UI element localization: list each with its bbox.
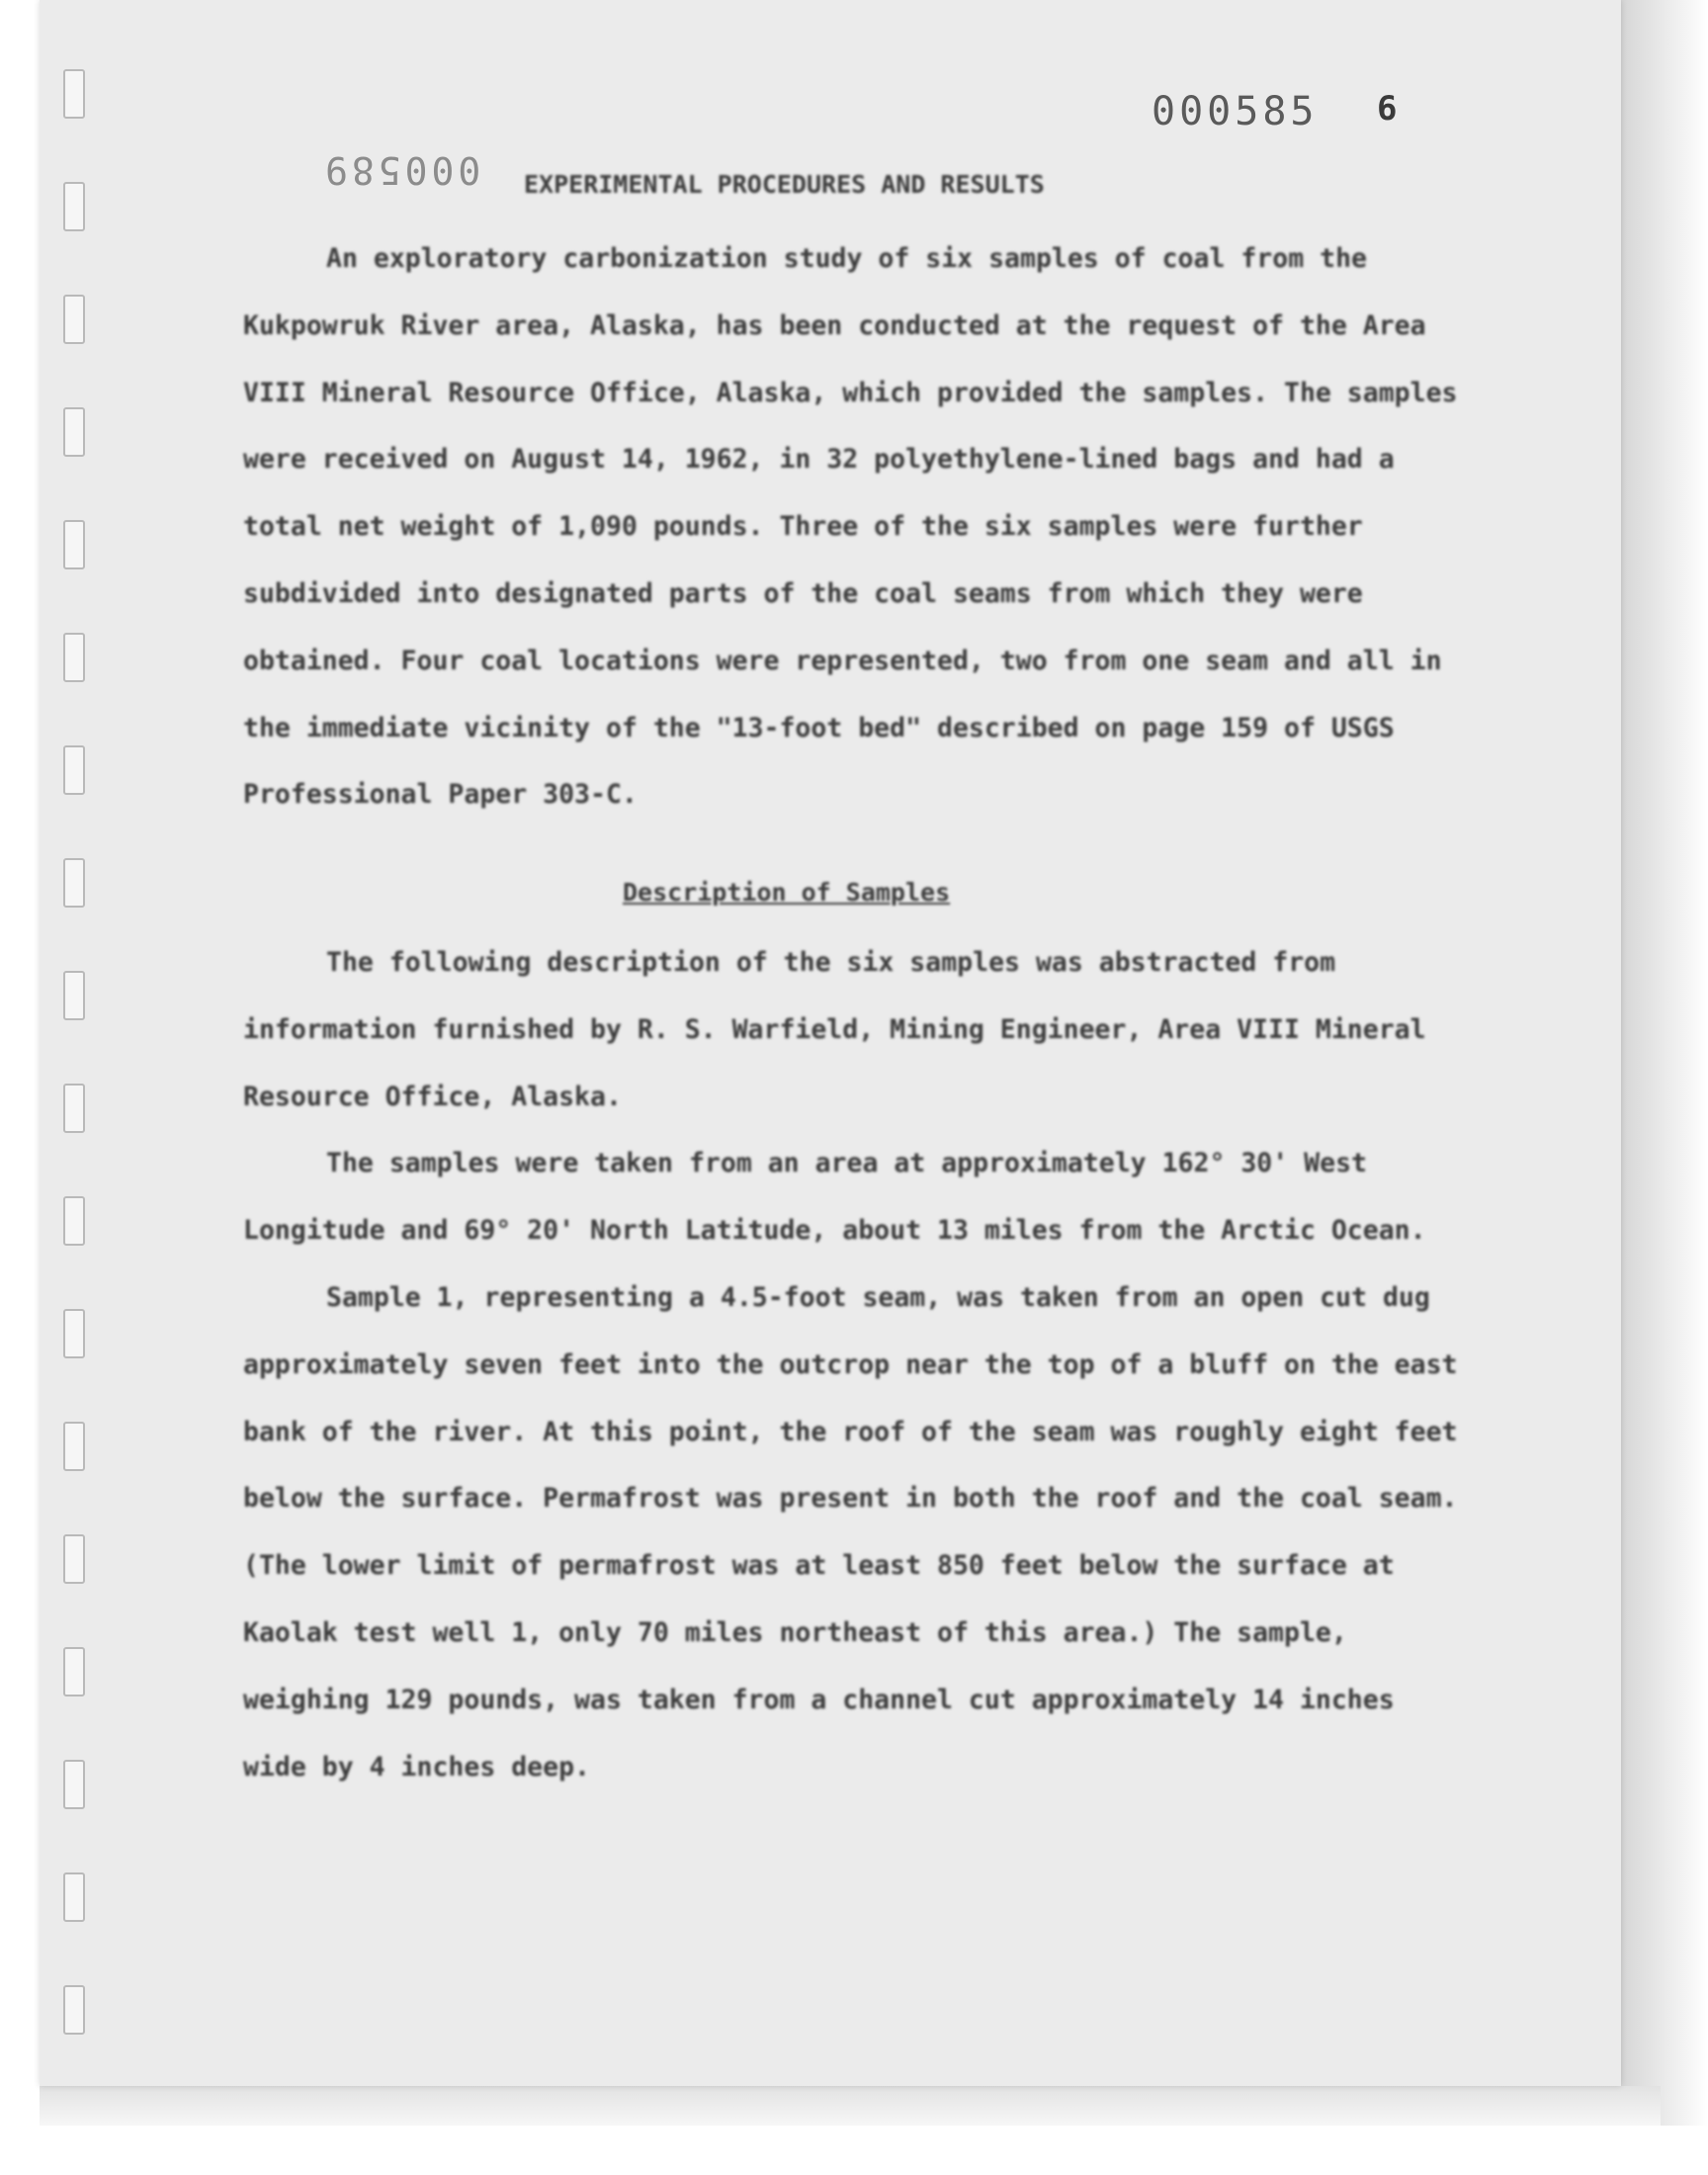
body-paragraph: The samples were taken from an area at approximately 162° 30' West Longitude and 69° 20' North Latitude, about 13 miles from the Arctic Ocean. bbox=[243, 1148, 1426, 1247]
binder-holes bbox=[63, 69, 91, 2037]
binder-hole bbox=[63, 407, 85, 457]
binder-hole bbox=[63, 745, 85, 795]
binder-hole bbox=[63, 633, 85, 682]
binder-hole bbox=[63, 520, 85, 569]
scan-edge-shadow bbox=[1621, 0, 1708, 2126]
intro-paragraph: An exploratory carbonization study of six samples of coal from the Kukpowruk River area, Alaska, has been conducted at the request of the Area VIII Mineral Resource Office, Alaska, which provided the samples. The samples were received on August 14, 1962, in 32 polyethylene-lined bags and had a total net weight of 1,090 pounds. Three of the six samples were further subdivided into designated parts of the coal seams from which they were obtained. Four coal locations were represented, two from one seam and all in the immediate vicinity of the "13-foot bed" described on page 159 of USGS Professional Paper 303-C. bbox=[243, 243, 1458, 811]
intro-text-block bbox=[243, 225, 1469, 828]
section-subheading: Description of Samples bbox=[623, 878, 951, 907]
binder-hole bbox=[63, 182, 85, 231]
page-number: 6 bbox=[1377, 89, 1398, 129]
section-heading: EXPERIMENTAL PROCEDURES AND RESULTS bbox=[524, 170, 1045, 199]
binder-hole bbox=[63, 1084, 85, 1133]
binder-hole bbox=[63, 858, 85, 908]
bleed-through-number: 000589 bbox=[321, 148, 481, 192]
binder-hole bbox=[63, 1647, 85, 1696]
samples-text-block bbox=[243, 929, 1469, 1800]
body-paragraph: Sample 1, representing a 4.5-foot seam, was taken from an open cut dug approximately seven feet into the outcrop near the top of a bluff on the east bank of the river. At this point, the roof of the seam was roughly eight feet below the surface. Permafrost was present in both the roof and the coal seam. (The lower limit of permafrost was at least 850 feet below the surface at Kaolak test well 1, only 70 miles northeast of this area.) The sample, weighing 129 pounds, was taken from a channel cut approximately 14 inches wide by 4 inches deep. bbox=[243, 1281, 1458, 1783]
body-paragraph: The following description of the six samples was abstracted from information furnished by R. S. Warfield, Mining Engineer, Area VIII Mineral Resource Office, Alaska. bbox=[243, 947, 1426, 1112]
document-control-number: 000585 bbox=[1152, 89, 1319, 134]
binder-hole bbox=[63, 1309, 85, 1358]
binder-hole bbox=[63, 69, 85, 119]
binder-hole bbox=[63, 1196, 85, 1246]
binder-hole bbox=[63, 1985, 85, 2035]
binder-hole bbox=[63, 1872, 85, 1922]
binder-hole bbox=[63, 1534, 85, 1584]
binder-hole bbox=[63, 971, 85, 1020]
scan-bottom-edge bbox=[40, 2086, 1661, 2126]
binder-hole bbox=[63, 1422, 85, 1471]
binder-hole bbox=[63, 1760, 85, 1809]
binder-hole bbox=[63, 295, 85, 344]
